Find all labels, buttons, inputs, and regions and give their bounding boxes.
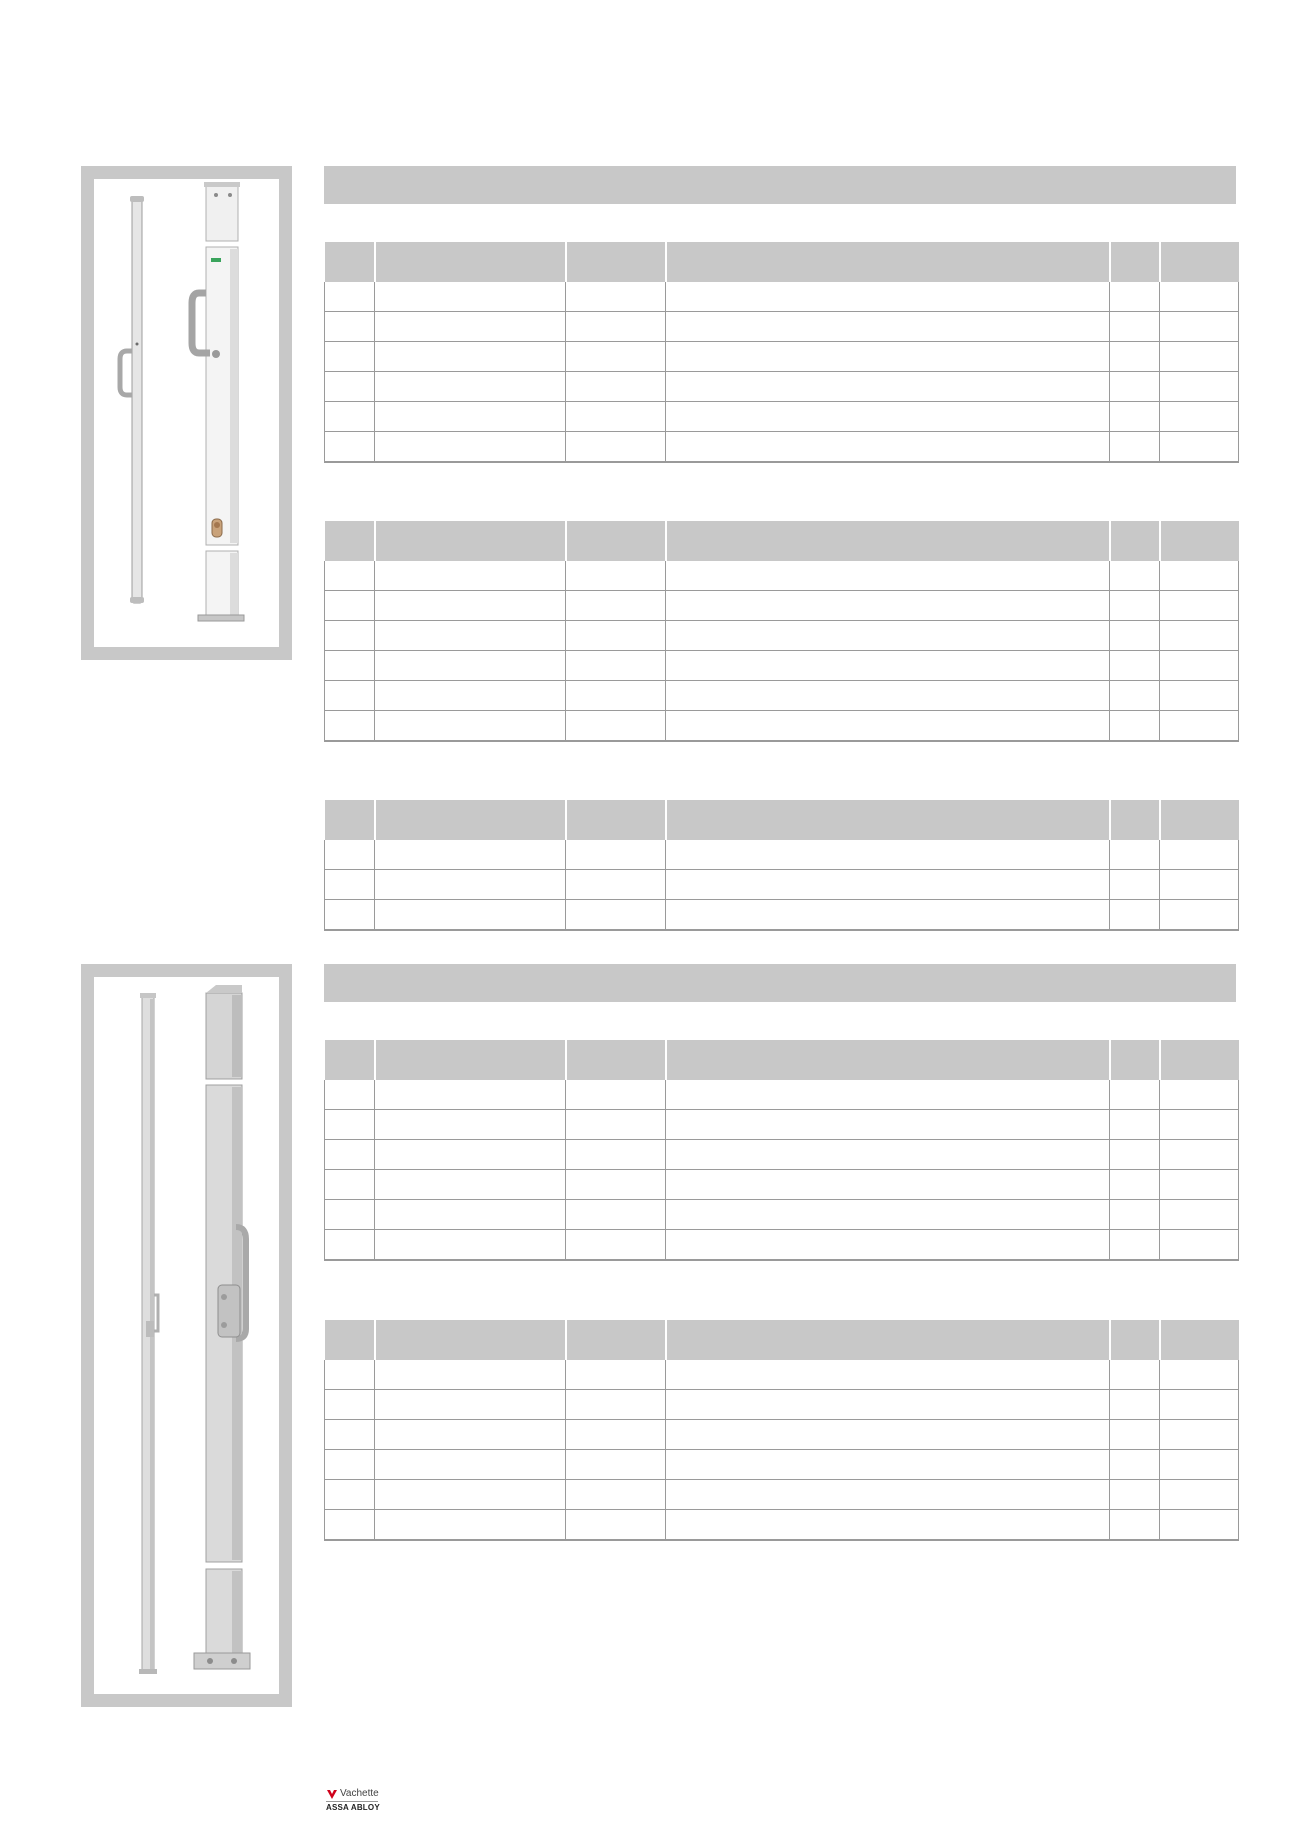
table-row — [325, 1110, 1239, 1140]
table-row — [325, 1230, 1239, 1261]
table-row — [325, 1140, 1239, 1170]
product-image-panel-1 — [81, 166, 292, 660]
table-row — [325, 1480, 1239, 1510]
table-row — [325, 900, 1239, 931]
table-row — [325, 1360, 1239, 1390]
table-row — [325, 651, 1239, 681]
table-row — [325, 591, 1239, 621]
table-row — [325, 1450, 1239, 1480]
table-header-row — [325, 521, 1239, 561]
table-row — [325, 372, 1239, 402]
table-row — [325, 402, 1239, 432]
table-row — [325, 1170, 1239, 1200]
spec-table-2-1 — [324, 1040, 1239, 1261]
product-image-panel-2 — [81, 964, 292, 1707]
table-row — [325, 621, 1239, 651]
table-header-row — [325, 800, 1239, 840]
espagnolette-brushed-image — [94, 977, 279, 1694]
table-row — [325, 870, 1239, 900]
table-row — [325, 312, 1239, 342]
table-row — [325, 561, 1239, 591]
brand-name: Vachette — [340, 1788, 379, 1799]
logo-divider — [326, 1801, 378, 1802]
brand-sub: ASSA ABLOY — [326, 1803, 380, 1812]
table-row — [325, 1390, 1239, 1420]
spec-table-1-2 — [324, 521, 1239, 742]
section-1-title-bar — [324, 166, 1236, 204]
table-row — [325, 681, 1239, 711]
vachette-v-icon — [326, 1788, 338, 1800]
spec-table-2-2 — [324, 1320, 1239, 1541]
table-row — [325, 342, 1239, 372]
table-row — [325, 840, 1239, 870]
table-row — [325, 1420, 1239, 1450]
table-row — [325, 1200, 1239, 1230]
table-row — [325, 282, 1239, 312]
table-header-row — [325, 1040, 1239, 1080]
vachette-logo — [326, 1788, 406, 1818]
spec-table-1-3 — [324, 800, 1239, 931]
table-row — [325, 432, 1239, 463]
section-2-title-bar — [324, 964, 1236, 1002]
table-header-row — [325, 242, 1239, 282]
table-row — [325, 711, 1239, 742]
table-row — [325, 1080, 1239, 1110]
table-header-row — [325, 1320, 1239, 1360]
spec-table-1-1 — [324, 242, 1239, 463]
table-row — [325, 1510, 1239, 1541]
espagnolette-white-image — [94, 179, 279, 647]
